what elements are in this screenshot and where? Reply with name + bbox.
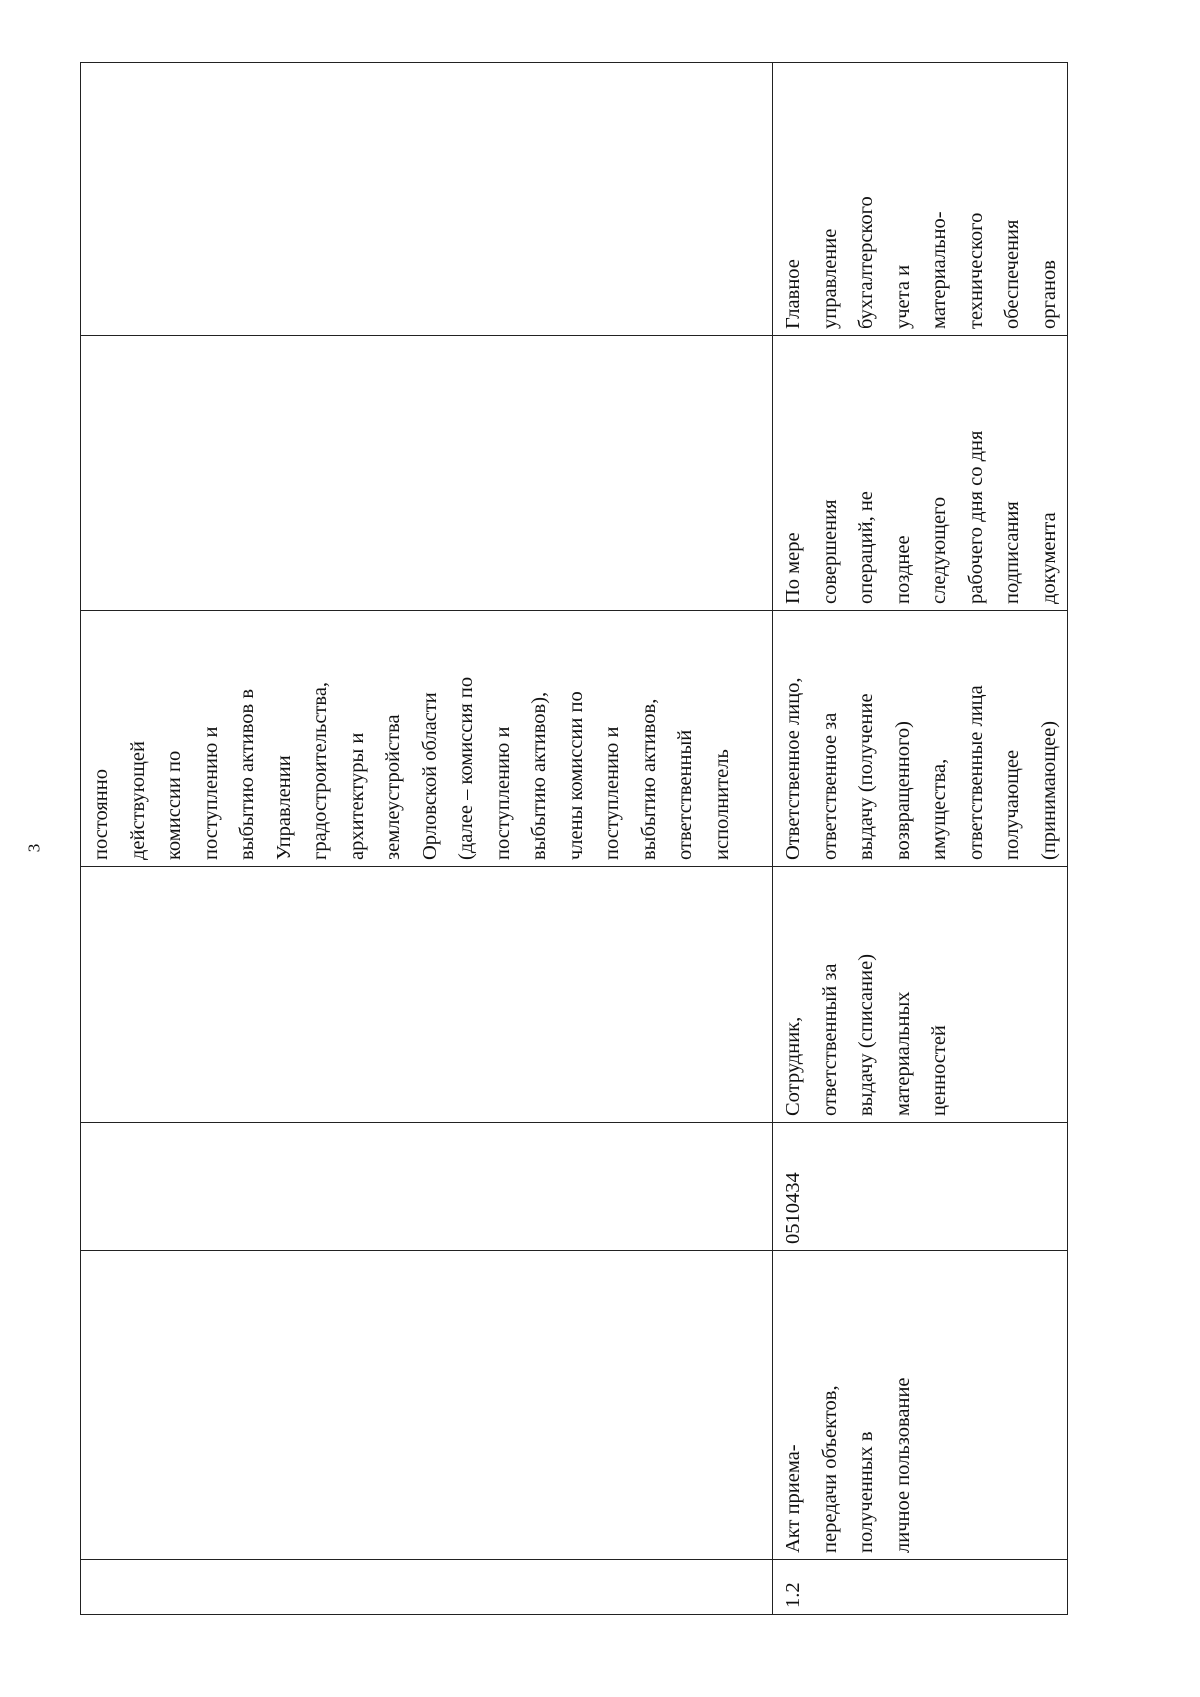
document-registry-table <box>80 62 1068 1615</box>
text-line: Ответственное лицо, <box>782 677 804 860</box>
text-line: органов <box>1037 260 1060 329</box>
cell-deadline <box>81 336 773 611</box>
text-line: передачи объектов, <box>818 1385 841 1553</box>
text-line: управление <box>818 228 841 329</box>
text-line: учета и <box>891 264 914 329</box>
cell-number: 1.2 <box>773 1560 1068 1615</box>
cell-recipient <box>81 63 773 336</box>
text-line: землеустройства <box>382 714 404 860</box>
text-line: ответственный за <box>818 963 841 1116</box>
cell-recipient <box>773 63 1068 336</box>
text-line: следующего <box>928 496 950 604</box>
text-line: (далее – комиссия по <box>455 676 477 860</box>
text-line: личное пользование <box>891 1377 914 1553</box>
text-line: комиссии по <box>163 750 185 860</box>
cell-preparer <box>773 867 1068 1123</box>
cell-preparer <box>81 867 773 1123</box>
text-line: ценностей <box>928 1025 950 1116</box>
text-line: операций, не <box>855 491 877 604</box>
text-line: Акт приема- <box>782 1444 804 1553</box>
text-line: исполнитель <box>710 749 733 860</box>
text-line: выдачу (получение <box>855 693 877 860</box>
page-number: 3 <box>24 843 44 853</box>
text-line: полученных в <box>855 1431 877 1553</box>
text-line: документа <box>1037 512 1060 604</box>
text-line: выдачу (списание) <box>855 953 877 1116</box>
text-line: поступлению и <box>491 726 514 860</box>
text-line: материальных <box>891 991 914 1116</box>
text-line: выбытию активов), <box>528 691 550 860</box>
text-line: материально- <box>928 211 950 329</box>
text-line: получающее <box>1001 749 1023 860</box>
cell-deadline <box>773 336 1068 611</box>
text-line: позднее <box>891 535 914 604</box>
text-line: рабочего дня со дня <box>964 430 987 604</box>
text-line: выбытию активов, <box>637 698 660 860</box>
text-line: совершения <box>818 499 841 604</box>
text-line: поступлению и <box>199 726 222 860</box>
text-line: обеспечения <box>1001 219 1023 329</box>
cell-form-code <box>81 1123 773 1251</box>
cell-document-name <box>81 1251 773 1560</box>
text-line: выбытию активов в <box>236 688 258 860</box>
cell-signatories <box>81 611 773 867</box>
cell-signatories <box>773 611 1068 867</box>
text-line: имущества, <box>928 758 950 860</box>
text-line: Орловской области <box>418 692 441 860</box>
text-line: поступлению и <box>601 726 623 860</box>
table-container <box>80 110 1060 1615</box>
text-line: архитектуры и <box>345 732 368 860</box>
table-row-continuation <box>81 63 773 1615</box>
text-line: подписания <box>1001 501 1023 604</box>
cell-number <box>81 1560 773 1615</box>
text-line: По мере <box>782 532 804 604</box>
text-line: бухгалтерского <box>855 196 877 329</box>
text-line: члены комиссии по <box>564 691 587 860</box>
text-line: градостроительства, <box>309 681 331 860</box>
table-row-1-2 <box>773 63 1068 1615</box>
cell-form-code: 0510434 <box>773 1123 1068 1251</box>
text-line: ответственное за <box>818 712 841 860</box>
cell-document-name <box>773 1251 1068 1560</box>
text-line: действующей <box>126 741 149 860</box>
text-line: возвращенного) <box>891 721 914 860</box>
text-line: Управлении <box>272 755 295 860</box>
rotated-table <box>80 110 1060 1615</box>
text-line: Главное <box>782 259 804 329</box>
text-line: Сотрудник, <box>782 1016 804 1116</box>
text-line: технического <box>964 212 987 329</box>
text-line: (принимающее) <box>1037 720 1060 860</box>
text-line: ответственные лица <box>964 685 987 860</box>
text-line: ответственный <box>674 729 696 860</box>
text-line: постоянно <box>90 769 112 860</box>
